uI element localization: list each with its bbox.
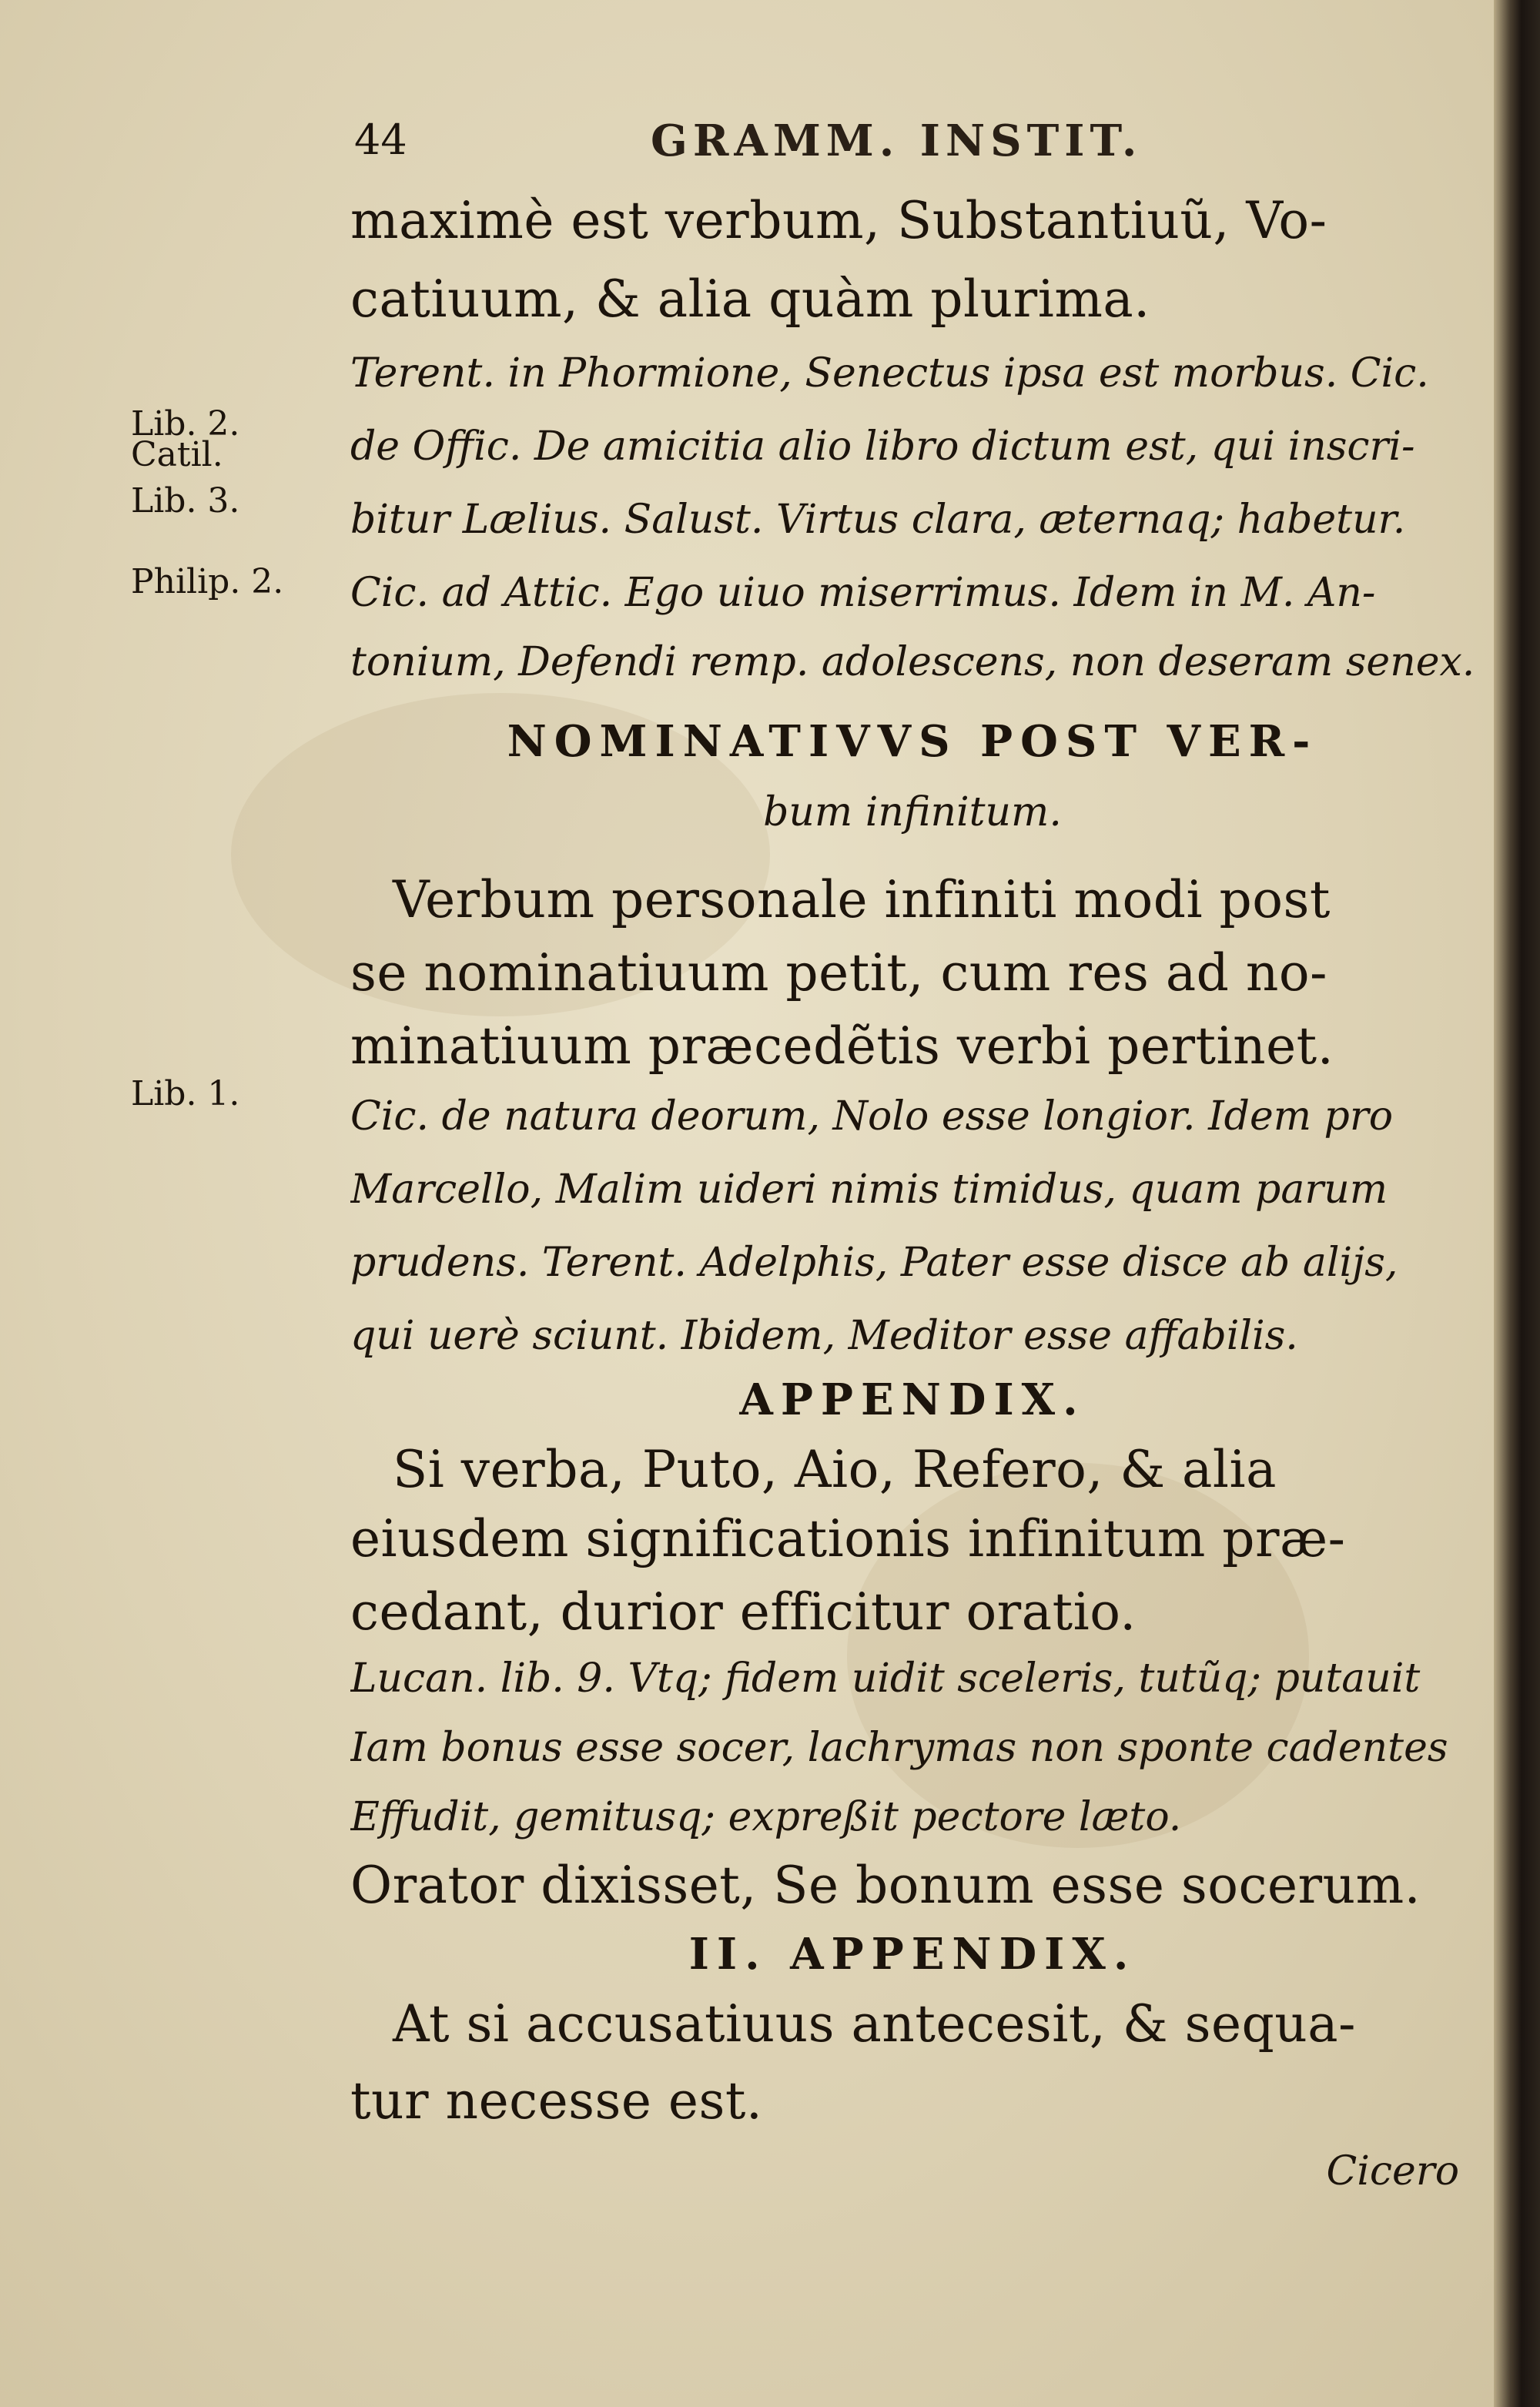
text-line: catiuum, & alia quàm plurima. bbox=[350, 269, 1150, 329]
section-heading: NOMINATIVVS POST VER- bbox=[507, 716, 1318, 767]
text-line: Marcello, Malim uideri nimis timidus, quam parum bbox=[350, 1167, 1388, 1213]
text-line: Terent. in Phormione, Senectus ipsa est morbus. Cic. bbox=[350, 350, 1429, 397]
margin-note: Lib. 3. bbox=[131, 481, 240, 521]
margin-note: Lib. 1. bbox=[131, 1074, 240, 1113]
text-line: Iam bonus esse socer, lachrymas non sponte cadentes bbox=[350, 1725, 1448, 1771]
text-line: Si verba, Puto, Aio, Refero, & alia bbox=[393, 1440, 1277, 1499]
running-title: GRAMM. INSTIT. bbox=[651, 115, 1143, 166]
text-line: tonium, Defendi remp. adolescens, non deseram senex. bbox=[350, 639, 1475, 685]
section-heading-continuation: bum infinitum. bbox=[763, 789, 1062, 835]
text-line: prudens. Terent. Adelphis, Pater esse disce ab alijs, bbox=[350, 1240, 1398, 1286]
text-line: bitur Lælius. Salust. Virtus clara, æternaq; habetur. bbox=[350, 497, 1406, 543]
text-line: maximè est verbum, Substantiuũ, Vo- bbox=[350, 191, 1327, 250]
text-line: qui uerè sciunt. Ibidem, Meditor esse affabilis. bbox=[350, 1313, 1298, 1359]
page-number: 44 bbox=[354, 115, 407, 164]
text-line: Effudit, gemitusq; expreßit pectore læto. bbox=[350, 1794, 1182, 1840]
text-line: At si accusatiuus antecesit, & sequa- bbox=[393, 1994, 1356, 2054]
text-line: minatiuum præcedẽtis verbi pertinet. bbox=[350, 1016, 1334, 1076]
text-line: eiusdem significationis infinitum præ- bbox=[350, 1509, 1346, 1568]
text-line: de Offic. De amicitia alio libro dictum est, qui inscri- bbox=[350, 423, 1415, 470]
margin-note: Philip. 2. bbox=[131, 562, 284, 601]
margin-note: Lib. 2. bbox=[131, 404, 240, 444]
catchword: Cicero bbox=[1326, 2148, 1459, 2194]
section-heading: II. APPENDIX. bbox=[688, 1929, 1137, 1980]
margin-note: Catil. bbox=[131, 435, 223, 474]
section-heading: APPENDIX. bbox=[739, 1374, 1086, 1425]
text-line: Verbum personale infiniti modi post bbox=[393, 870, 1331, 929]
text-line: tur necesse est. bbox=[350, 2071, 763, 2131]
text-line: se nominatiuum petit, cum res ad no- bbox=[350, 943, 1327, 1003]
text-line: cedant, durior efficitur oratio. bbox=[350, 1582, 1137, 1642]
text-line: Cic. de natura deorum, Nolo esse longior. Idem pro bbox=[350, 1093, 1394, 1140]
text-line: Orator dixisset, Se bonum esse socerum. bbox=[350, 1856, 1421, 1915]
text-line: Cic. ad Attic. Ego uiuo miserrimus. Idem in M. An- bbox=[350, 570, 1376, 616]
text-line: Lucan. lib. 9. Vtq; fidem uidit sceleris, tutũq; putauit bbox=[350, 1655, 1421, 1702]
book-binding-edge bbox=[1494, 0, 1540, 2407]
page-header bbox=[350, 108, 1475, 177]
